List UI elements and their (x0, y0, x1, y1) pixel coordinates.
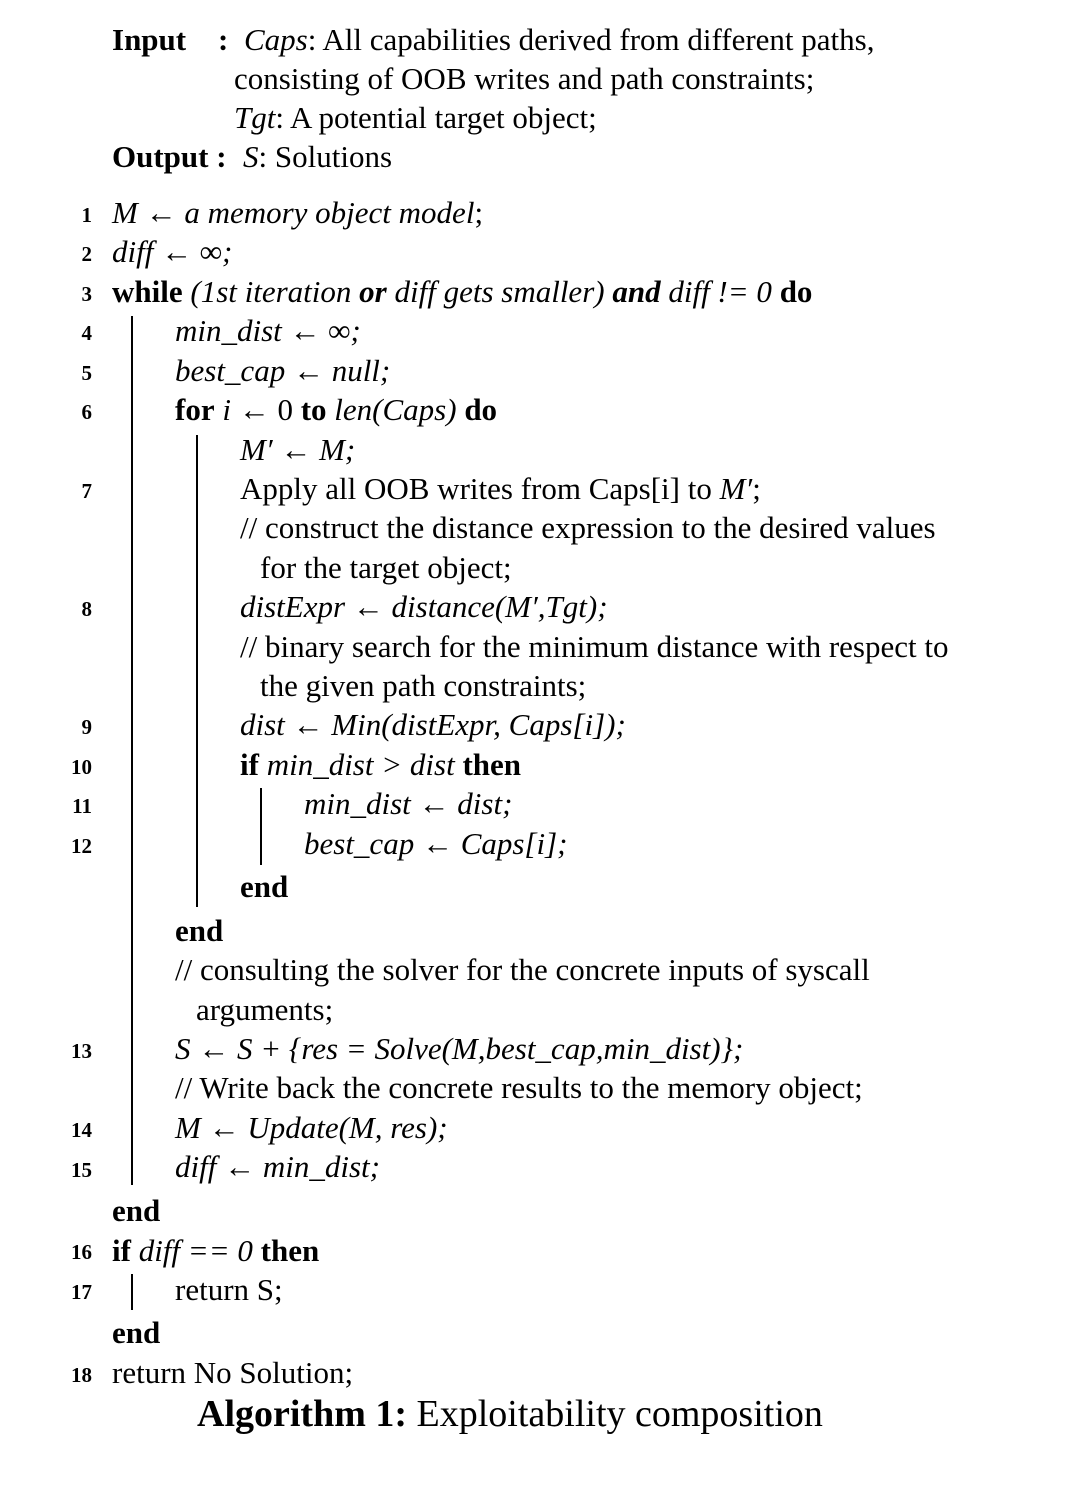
code-line-10: if min_dist > dist then (240, 747, 522, 782)
comment-1: // construct the distance expression to the desired values (240, 510, 936, 545)
input-label: Input (112, 22, 187, 57)
code-line-9: dist ← Min(distExpr, Caps[i]); (240, 707, 626, 742)
if-block-bar (260, 788, 262, 865)
comment-3: // consulting the solver for the concrete inputs of syscall (175, 952, 870, 987)
for-block-bar (196, 435, 198, 907)
line-number: 5 (81, 361, 92, 385)
code-line-8: distExpr ← distance(M′,Tgt); (240, 589, 608, 624)
code-line-4: min_dist ← ∞; (175, 313, 361, 348)
line-number: 14 (71, 1118, 92, 1142)
code-line-16: if diff == 0 then (112, 1233, 320, 1268)
code-line-18: return No Solution; (112, 1355, 354, 1390)
line-number: 6 (81, 400, 92, 424)
line-number: 16 (71, 1240, 92, 1264)
caps-description: Caps: All capabilities derived from different paths, (244, 22, 875, 57)
line-number: 15 (71, 1158, 92, 1182)
while-block-bar (131, 316, 133, 1185)
code-line-14: M ← Update(M, res); (175, 1110, 448, 1145)
line-number: 12 (71, 834, 92, 858)
end-while: end (112, 1193, 161, 1228)
line-number: 7 (81, 479, 92, 503)
code-line-6a: M′ ← M; (240, 432, 356, 467)
code-line-7: Apply all OOB writes from Caps[i] to M′; (240, 471, 761, 506)
tgt-description: Tgt: A potential target object; (234, 100, 597, 135)
code-line-5: best_cap ← null; (175, 353, 391, 388)
line-number: 11 (72, 794, 92, 818)
comment-3-cont: arguments; (196, 992, 334, 1027)
code-line-13: S ← S + {res = Solve(M,best_cap,min_dist)}; (175, 1031, 744, 1066)
code-line-11: min_dist ← dist; (304, 786, 513, 821)
line-number: 4 (81, 321, 92, 345)
line-number: 8 (81, 597, 92, 621)
line-number: 17 (71, 1280, 92, 1304)
code-line-12: best_cap ← Caps[i]; (304, 826, 568, 861)
code-line-6: for i ← 0 to len(Caps) do (175, 392, 498, 427)
end-if-diff: end (112, 1315, 161, 1350)
end-for: end (175, 913, 224, 948)
line-number: 10 (71, 755, 92, 779)
code-line-3: while (1st iteration or diff gets smaller) and diff != 0 do (112, 274, 813, 309)
code-line-1: M ← a memory object model; (112, 195, 484, 230)
comment-1-cont: for the target object; (260, 550, 512, 585)
caps-description-cont: consisting of OOB writes and path constraints; (234, 61, 815, 96)
line-number: 2 (81, 242, 92, 266)
line-number: 9 (81, 715, 92, 739)
comment-2-cont: the given path constraints; (260, 668, 587, 703)
output-label: Output : (112, 139, 227, 174)
comment-2: // binary search for the minimum distance with respect to (240, 629, 949, 664)
code-line-15: diff ← min_dist; (175, 1149, 380, 1184)
code-line-2: diff ← ∞; (112, 234, 233, 269)
line-number: 18 (71, 1363, 92, 1387)
if-diff-block-bar (131, 1274, 133, 1310)
end-if: end (240, 869, 289, 904)
algorithm-caption: Algorithm 1: Exploitability composition (197, 1393, 823, 1435)
line-number: 3 (81, 282, 92, 306)
output-description: S: Solutions (243, 139, 393, 174)
input-sep: : (218, 22, 229, 57)
line-number: 13 (71, 1039, 92, 1063)
code-line-17: return S; (175, 1272, 283, 1307)
comment-4: // Write back the concrete results to the memory object; (175, 1070, 863, 1105)
line-number: 1 (81, 203, 92, 227)
